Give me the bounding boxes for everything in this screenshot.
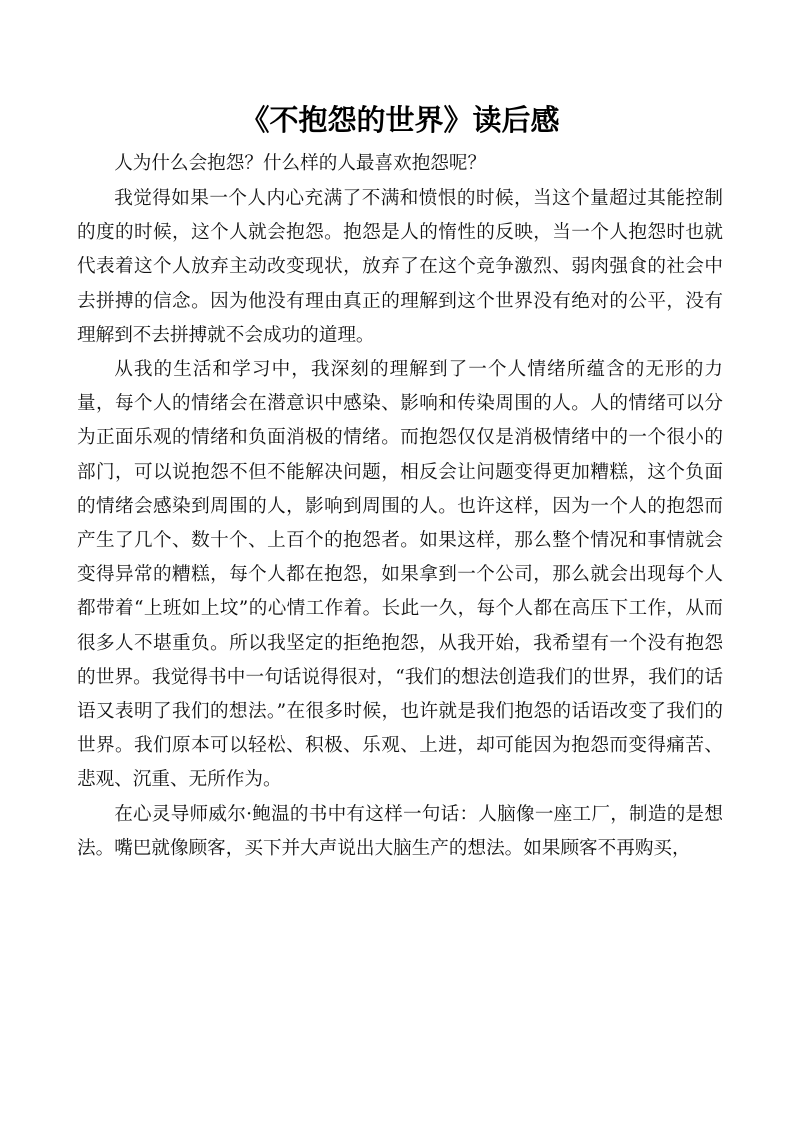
paragraph-1: 人为什么会抱怨？什么样的人最喜欢抱怨呢？: [114, 153, 487, 174]
document-title: 《不抱怨的世界》读后感: [240, 103, 560, 137]
paragraph-4: 在心灵导师威尔·鲍温的书中有这样一句话：人脑像一座工厂，制造的是想法。嘴巴就像顾客，买下并大声说出大脑生产的想法。如果顾客不再购买，: [77, 803, 723, 859]
paragraph-3: 从我的生活和学习中，我深刻的理解到了一个人情绪所蕴含的无形的力量，每个人的情绪会在潜意识中感染、影响和传染周围的人。人的情绪可以分为正面乐观的情绪和负面消极的情绪。而抱怨仅仅是消极情绪中的一个很小的部门，可以说抱怨不但不能解决问题，相反会让问题变得更加糟糕，这个负面的情绪会感染到周围的人，影响到周围的人。也许这样，因为一个人的抱怨而产生了几个、数十个、上百个的抱怨者。如果这样，那么整个情况和事情就会变得异常的糟糕，每个人都在抱怨，如果拿到一个公司，那么就会出现每个人都带着“上班如上坟”的心情工作着。长此一久，每个人都在高压下工作，从而很多人不堪重负。所以我坚定的拒绝抱怨，从我开始，我希望有一个没有抱怨的世界。我觉得书中一句话说得很对，“我们的想法创造我们的世界，我们的话语又表明了我们的想法。”在很多时候，也许就是我们抱怨的话语改变了我们的世界。我们原本可以轻松、积极、乐观、上进，却可能因为抱怨而变得痛苦、悲观、沉重、无所作为。: [77, 359, 723, 791]
document-body: [77, 146, 723, 866]
paragraph-2: 我觉得如果一个人内心充满了不满和愤恨的时候，当这个量超过其能控制的度的时候，这个人就会抱怨。抱怨是人的惰性的反映，当一个人抱怨时也就代表着这个人放弃主动改变现状，放弃了在这个竞争激烈、弱肉强食的社会中去拼搏的信念。因为他没有理由真正的理解到这个世界没有绝对的公平，没有理解到不去拼搏就不会成功的道理。: [77, 188, 723, 346]
